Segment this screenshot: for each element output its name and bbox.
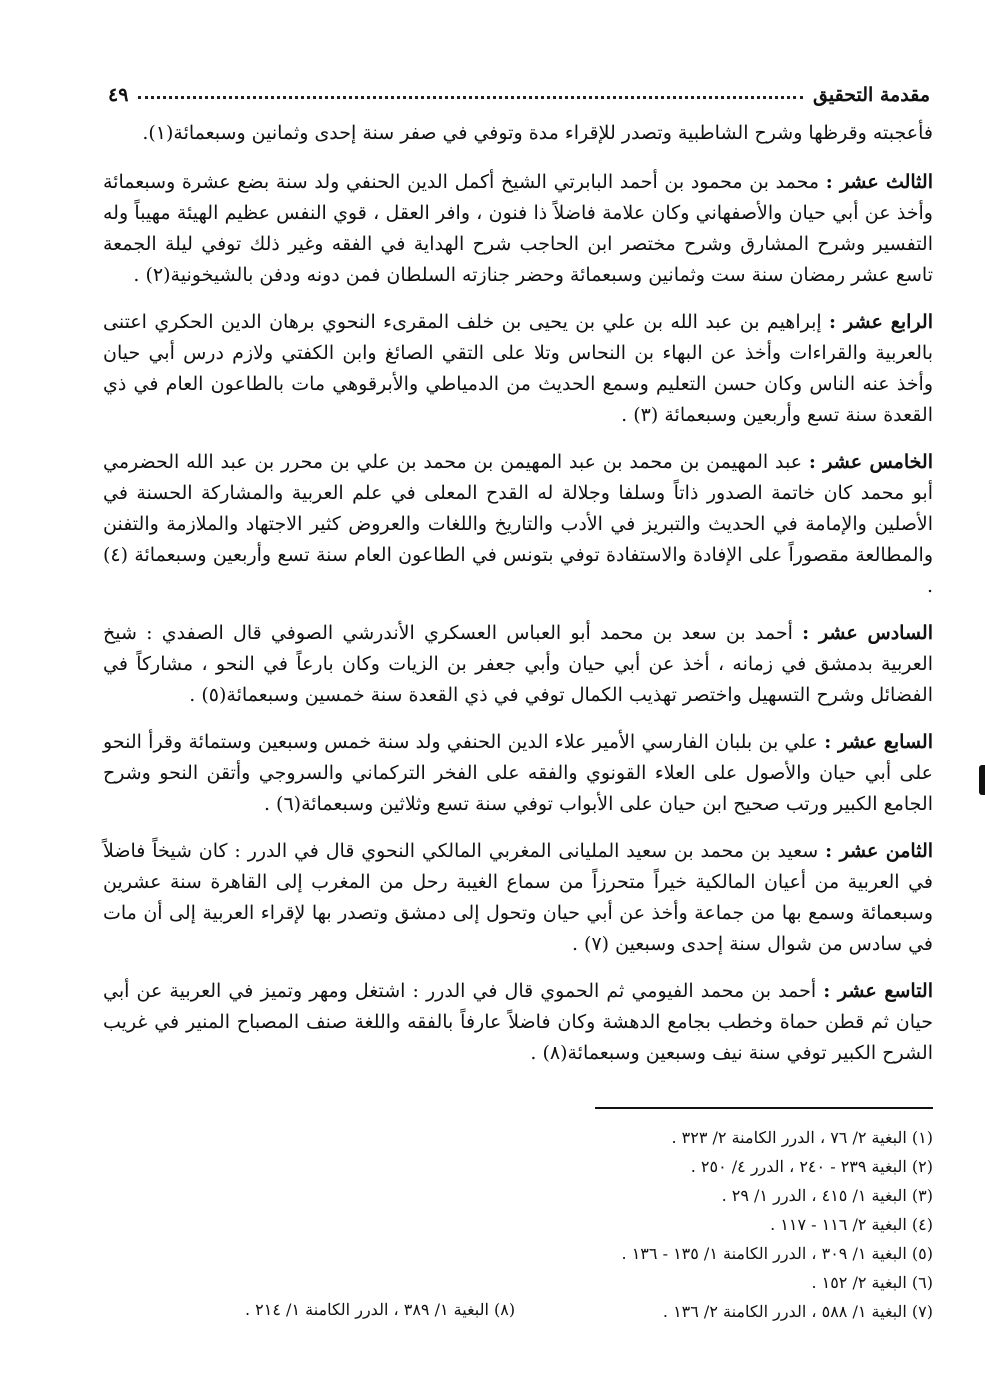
paragraph-text: عبد المهيمن بن محمد بن عبد المهيمن بن محمد بن علي بن محرر بن عبد الله الحضرمي أبو محمد كان خاتمة الصدور ذاتاً وسلفا وجلالة له القدح المعلى في علم العربية والمشاركة الحسنة في الأصلين والإمامة في الحديث والتبريز في الأدب والتاريخ واللغات والعروض كثير الاجتهاد والملازمة والتفنن والمطالعة مقصوراً على الإفادة والاستفادة توفي بتونس في الطاعون العام سنة تسع وأربعين وسبعمائة (٤) . (103, 451, 933, 597)
paragraph-text: سعيد بن محمد بن سعيد المليانى المغربي المالكي النحوي قال في الدرر : كان شيخاً فاضلاً في العربية من أعيان المالكية خيراً متحرزاً من سماع الغيبة رحل من المغرب إلى القاهرة سنة عشرين وسبعمائة وسمع بها من جماعة وأخذ عن أبي حيان وتحول إلى دمشق وتصدر بها لإقراء العربية إلى أن مات في سادس من شوال سنة إحدى وسبعين (٧) . (103, 840, 933, 955)
footnote: (٥) البغية ١/ ٣٠٩ ، الدرر الكامنة ١/ ١٣٥ - ١٣٦ . (621, 1244, 933, 1263)
page-number: ٤٩ (108, 84, 129, 106)
paragraph (103, 447, 933, 602)
footnote: (٤) البغية ٢/ ١١٦ - ١١٧ . (770, 1215, 933, 1234)
footnote: (٦) البغية ٢/ ١٥٢ . (811, 1273, 933, 1292)
entry-heading: الثامن عشر : (825, 840, 934, 862)
footnote: (٧) البغية ١/ ٥٨٨ ، الدرر الكامنة ٢/ ١٣٦ . (662, 1302, 933, 1321)
paragraph-text: أحمد بن محمد الفيومي ثم الحموي قال في الدرر : اشتغل ومهر وتميز في العربية عن أبي حيان ثم قطن حماة وخطب بجامع الدهشة وكان فاضلاً عارفاً بالفقه واللغة صنف المصباح المنير في غريب الشرح الكبير توفي سنة نيف وسبعين وسبعمائة(٨) . (103, 980, 933, 1064)
footnote: (١) البغية ٢/ ٧٦ ، الدرر الكامنة ٢/ ٣٢٣ . (671, 1128, 933, 1147)
paragraph-text: محمد بن محمود بن أحمد البابرتي الشيخ أكمل الدين الحنفي ولد سنة بضع عشرة وسبعمائة وأخذ عن أبي حيان والأصفهاني وكان علامة فاضلاً ذا فنون ، وافر العقل ، قوي النفس عظيم الهيئة مهيباً وله التفسير وشرح المشارق وشرح مختصر ابن الحاجب شرح الهداية في الفقه وغير ذلك توفي ليلة الجمعة تاسع عشر رمضان سنة ست وثمانين وسبعمائة وحضر جنازته السلطان فمن دونه ودفن بالشيخونية(٢) . (103, 171, 933, 286)
entry-heading: السابع عشر : (824, 731, 933, 753)
paragraph-text: علي بن بلبان الفارسي الأمير علاء الدين الحنفي ولد سنة خمس وسبعين وستمائة وقرأ النحو على أبي حيان والأصول على العلاء القونوي والفقه على الفخر التركماني والسروجي وأتقن النحو وشرح الجامع الكبير ورتب صحيح ابن حيان على الأبواب توفي سنة تسع وثلاثين وسبعمائة(٦) . (103, 731, 933, 815)
paragraph (103, 618, 933, 711)
footnote: (٨) البغية ١/ ٣٨٩ ، الدرر الكامنة ١/ ٢١٤ . (245, 1300, 516, 1319)
page-edge-mark (979, 765, 985, 795)
paragraph (103, 836, 933, 960)
main-text (103, 118, 933, 1085)
entry-heading: التاسع عشر : (823, 980, 933, 1002)
section-title: مقدمة التحقيق (813, 84, 930, 106)
entry-heading: الخامس عشر : (808, 451, 933, 473)
paragraph (103, 727, 933, 820)
footnote: (٣) البغية ١/ ٤١٥ ، الدرر ١/ ٢٩ . (721, 1186, 933, 1205)
footnote: (٢) البغية ٢٣٩ - ٢٤٠ ، الدرر ٤/ ٢٥٠ . (690, 1157, 933, 1176)
paragraph (103, 118, 933, 149)
footnotes (103, 1123, 933, 1326)
entry-heading: الثالث عشر : (825, 171, 933, 193)
entry-heading: الرابع عشر : (829, 311, 933, 333)
paragraph (103, 167, 933, 291)
paragraph (103, 307, 933, 431)
paragraph-text: فأعجبته وقرظها وشرح الشاطبية وتصدر للإقراء مدة وتوفي في صفر سنة إحدى وثمانين وسبعمائة(١). (142, 122, 933, 144)
running-header (108, 70, 930, 106)
footnote-separator (595, 1107, 933, 1109)
paragraph (103, 976, 933, 1069)
entry-heading: السادس عشر : (802, 622, 933, 644)
leader-dots (138, 96, 803, 99)
paragraph-text: أحمد بن سعد بن محمد أبو العباس العسكري الأندرشي الصوفي قال الصفدي : شيخ العربية بدمشق في زمانه ، أخذ عن أبي حيان وأبي جعفر بن الزيات وكان بارعاً في النحو ، مشاركاً في الفضائل وشرح التسهيل واختصر تهذيب الكمال توفي في ذي القعدة سنة خمسين وسبعمائة(٥) . (103, 622, 933, 706)
paragraph-text: إبراهيم بن عبد الله بن علي بن يحيى بن خلف المقرىء النحوي برهان الدين الحكري اعتنى بالعربية والقراءات وأخذ عن البهاء بن النحاس وتلا على التقي الصائغ وابن الكفتي ولازم درس أبي حيان وأخذ عنه الناس وكان حسن التعليم وسمع الحديث من الدمياطي والأبرقوهي مات بالطاعون العام في ذي القعدة سنة تسع وأربعين وسبعمائة (٣) . (103, 311, 933, 426)
